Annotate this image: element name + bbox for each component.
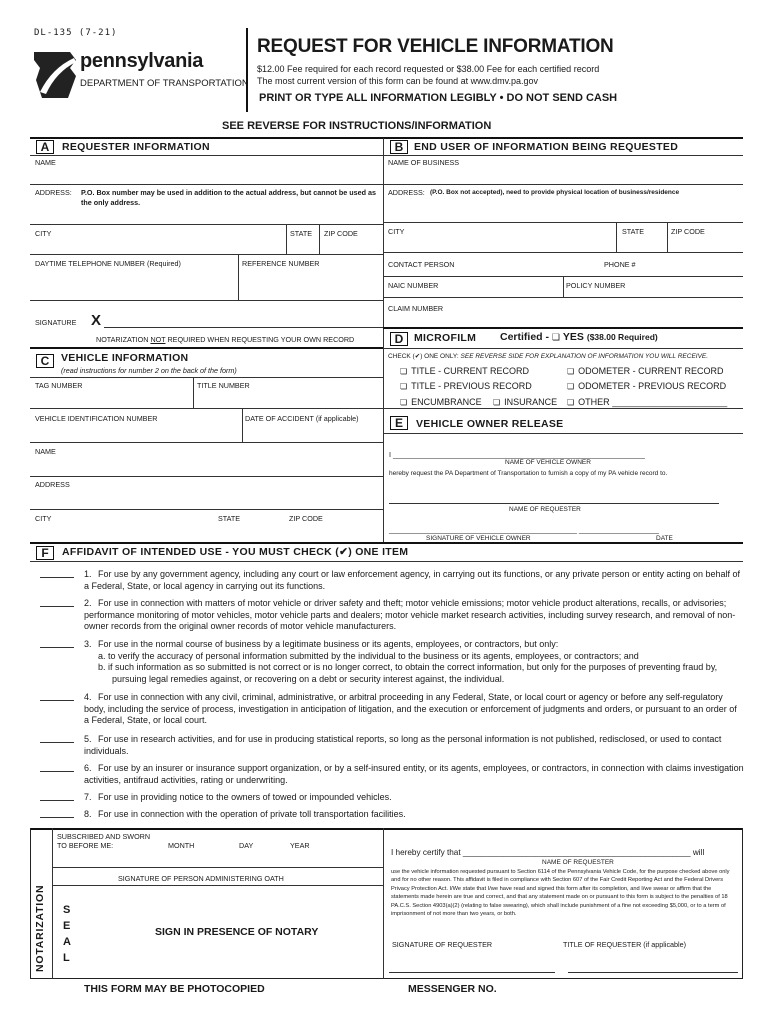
requester-signature-label: SIGNATURE — [35, 318, 77, 327]
owner-signature-label: SIGNATURE OF VEHICLE OWNER — [426, 535, 531, 542]
owner-release-i-line[interactable]: I _______________________________________________________________ — [389, 450, 645, 459]
owner-date-label: DATE — [656, 535, 673, 542]
name-of-vehicle-owner-label: NAME OF VEHICLE OWNER — [505, 459, 591, 466]
option-other[interactable]: ❏ OTHER _______________________ — [567, 397, 727, 407]
seal-letter: S — [63, 904, 71, 916]
notarization-not-required-note: NOTARIZATION NOT REQUIRED WHEN REQUESTING YOUR OWN RECORD — [96, 335, 355, 344]
month-label: MONTH — [168, 841, 195, 850]
see-reverse-note: SEE REVERSE FOR INSTRUCTIONS/INFORMATION — [222, 120, 492, 132]
requester-city-label: CITY — [35, 229, 52, 238]
rule — [319, 224, 320, 254]
naic-number-field[interactable] — [445, 279, 560, 293]
requester-name-label: NAME — [35, 158, 56, 167]
section-d-title: MICROFILM — [414, 332, 477, 344]
affidavit-checkbox-3[interactable] — [40, 639, 74, 648]
section-f-letter: F — [36, 546, 54, 560]
penndot-keystone-logo — [30, 48, 80, 100]
owner-address-field[interactable] — [34, 489, 379, 507]
header-divider — [246, 28, 248, 112]
owner-zip-field[interactable] — [288, 523, 380, 539]
rule — [383, 184, 743, 185]
affidavit-checkbox-1[interactable] — [40, 569, 74, 578]
affidavit-checkbox-6[interactable] — [40, 763, 74, 772]
accident-date-field[interactable] — [245, 424, 380, 440]
rule — [30, 408, 743, 409]
enduser-address-note: (P.O. Box not accepted), need to provide physical location of business/residence — [430, 188, 680, 196]
rule — [30, 542, 743, 544]
rule — [383, 327, 743, 329]
owner-name-field[interactable] — [34, 456, 379, 474]
rule — [667, 222, 668, 252]
rule — [389, 503, 719, 504]
requester-address-note: P.O. Box number may be used in addition to the actual address, but cannot be used as the only address. — [81, 188, 377, 207]
certify-name-label: NAME OF REQUESTER — [542, 859, 614, 866]
section-e-title: VEHICLE OWNER RELEASE — [416, 418, 564, 430]
rule — [616, 222, 617, 252]
affidavit-item-7: 7. For use in providing notice to the owners of towed or impounded vehicles. — [30, 792, 745, 804]
affidavit-checkbox-5[interactable] — [40, 734, 74, 743]
owner-city-field[interactable] — [34, 523, 214, 539]
requester-signature-field[interactable] — [104, 306, 380, 326]
requester-zip-label: ZIP CODE — [324, 229, 358, 238]
affidavit-item-3a: a. to verify the accuracy of personal information submitted by the individual to the business or its agents, employees, or contractors; and — [98, 650, 639, 661]
section-e-letter: E — [390, 416, 408, 430]
rule — [30, 377, 383, 378]
enduser-zip-label: ZIP CODE — [671, 227, 705, 236]
other-blank[interactable]: _______________________ — [612, 397, 728, 407]
form-code: DL-135 (7-21) — [34, 28, 118, 38]
rule — [193, 377, 194, 408]
option-title-current[interactable]: ❏ TITLE - CURRENT RECORD — [400, 366, 529, 376]
affidavit-checkbox-4[interactable] — [40, 692, 74, 701]
rule — [383, 252, 743, 253]
rule — [383, 433, 743, 434]
claim-number-label: CLAIM NUMBER — [388, 304, 444, 313]
rule — [563, 276, 564, 297]
contact-person-label: CONTACT PERSON — [388, 260, 455, 269]
affidavit-checkbox-2[interactable] — [40, 598, 74, 607]
rule — [30, 442, 383, 443]
affidavit-item-6: 6. For use by an insurer or insurance support organization, or by a self-insured entity, or its agents, employees, or contractors, in connection with claims investigation activities, antifraud activities, rating or underwriting. — [30, 763, 745, 787]
subscribed-label: SUBSCRIBED AND SWORN — [57, 832, 151, 841]
enduser-zip-field[interactable] — [670, 236, 742, 250]
requester-address-field[interactable] — [34, 208, 379, 222]
administering-oath-label: SIGNATURE OF PERSON ADMINISTERING OATH — [118, 874, 284, 883]
option-odometer-previous[interactable]: ❏ ODOMETER - PREVIOUS RECORD — [567, 381, 726, 391]
affidavit-item-4: 4. For use in connection with any civil, criminal, administrative, or arbitral proceeding in any Federal, State, or local court or agency or before any self-regulatory body, including the service of process, investigation in anticipation of litigation, and the execution or enforcement of judgments and orders, or pursuant to an order of a Federal, State, or local court. — [30, 692, 745, 728]
owner-name-label: NAME — [35, 447, 56, 456]
rule — [242, 408, 243, 442]
owner-city-label: CITY — [35, 514, 52, 523]
section-f-title: AFFIDAVIT OF INTENDED USE - YOU MUST CHECK (✔) ONE ITEM — [62, 546, 409, 558]
title-of-requester-label: TITLE OF REQUESTER (if applicable) — [563, 940, 687, 949]
title-number-field[interactable] — [196, 390, 380, 406]
hereby-request-text: hereby request the PA Department of Transportation to furnish a copy of my PA vehicle record to. — [389, 470, 668, 477]
option-encumbrance[interactable]: ❏ ENCUMBRANCE — [400, 397, 482, 407]
sign-in-presence-note: SIGN IN PRESENCE OF NOTARY — [155, 926, 319, 938]
naic-number-label: NAIC NUMBER — [388, 281, 439, 290]
enduser-phone-label: PHONE # — [604, 260, 636, 269]
certify-body: use the vehicle information requested pursuant to Section 6114 of the Pennsylvania Vehicle Code, for the purpose checked above only and for no other reason. This affidavit is filed in compliance with Section 607 of the Fair Credit Reporting Act and the Federal Drivers Privacy Protection Act. I/We state that I/we have read and signed this form after its completion, and I/we swear or affirm that the statements made herein are true and correct, and that any statement made on or pursuant to this form is subject to the penalties of 18 PA.C.S. Section 4903(a)(2) (relating to false swearing), which shall include punishment of a fine not exceeding $5,000, or to a term of imprisonment of not more than two years, or both. — [391, 869, 730, 918]
enduser-city-label: CITY — [388, 227, 405, 236]
seal-letter: L — [63, 952, 70, 964]
owner-address-label: ADDRESS — [35, 480, 70, 489]
seal-letter: E — [63, 920, 71, 932]
requester-signature-final-field[interactable] — [389, 954, 555, 971]
agency-name: pennsylvania — [80, 50, 204, 72]
form-title: REQUEST FOR VEHICLE INFORMATION — [257, 36, 614, 57]
print-notice: PRINT OR TYPE ALL INFORMATION LEGIBLY • DO NOT SEND CASH — [259, 92, 618, 104]
enduser-address-field[interactable] — [387, 200, 741, 220]
messenger-number-field[interactable] — [500, 980, 740, 996]
rule — [383, 297, 743, 298]
owner-state-field[interactable] — [217, 523, 282, 539]
requester-phone-field[interactable] — [34, 268, 234, 296]
rule — [383, 828, 384, 979]
agency-department: DEPARTMENT OF TRANSPORTATION — [80, 78, 249, 89]
to-before-me-label: TO BEFORE ME: — [57, 841, 114, 850]
requester-title-field[interactable] — [568, 954, 738, 971]
certified-checkbox-icon[interactable]: ❏ — [551, 332, 560, 342]
section-d-letter: D — [390, 332, 408, 346]
day-label: DAY — [239, 841, 254, 850]
owner-signature-line[interactable]: _______________________________________________ ____________________ — [389, 525, 659, 534]
reference-number-field[interactable] — [241, 268, 379, 296]
section-a-title: REQUESTER INFORMATION — [62, 141, 210, 153]
rule — [30, 347, 383, 349]
rule — [30, 476, 383, 477]
affidavit-item-1: 1. For use by any government agency, including any court or law enforcement agency, in carrying out its functions, or any private person or entity acting on behalf of a Federal, State, or local agency in carrying out its functions. — [30, 569, 745, 593]
affidavit-item-5: 5. For use in research activities, and for use in producing statistical reports, so long as the personal information is not published, redisclosed, or used to contact individuals. — [30, 734, 745, 758]
affidavit-checkbox-7[interactable] — [40, 792, 74, 801]
business-name-field[interactable] — [387, 166, 741, 183]
rule — [30, 561, 743, 562]
check-one-only: CHECK (✔) ONE ONLY: SEE REVERSE SIDE FOR EXPLANATION OF INFORMATION YOU WILL RECEIVE. — [388, 353, 709, 360]
rule — [30, 155, 743, 156]
enduser-state-field[interactable] — [619, 236, 665, 250]
option-title-previous[interactable]: ❏ TITLE - PREVIOUS RECORD — [400, 381, 532, 391]
requester-phone-label: DAYTIME TELEPHONE NUMBER (Required) — [35, 259, 181, 268]
tag-number-label: TAG NUMBER — [35, 381, 83, 390]
reference-number-label: REFERENCE NUMBER — [242, 259, 320, 268]
rule — [383, 348, 743, 349]
section-c-subtitle: (read instructions for number 2 on the back of the form) — [61, 366, 237, 375]
messenger-number-label: MESSENGER NO. — [408, 983, 497, 995]
accident-date-label: DATE OF ACCIDENT (if applicable) — [245, 414, 359, 423]
rule — [568, 972, 738, 973]
contact-person-field[interactable] — [470, 258, 600, 272]
policy-number-field[interactable] — [632, 279, 741, 293]
policy-number-label: POLICY NUMBER — [566, 281, 626, 290]
rule — [30, 300, 383, 301]
requester-zip-field[interactable] — [322, 238, 380, 252]
current-version-line: The most current version of this form can be found at www.dmv.pa.gov — [257, 76, 538, 86]
rule — [52, 885, 383, 886]
affidavit-item-3: 3. For use in the normal course of business by a legitimate business or its agents, employees, or contractors, but only: a. to verify the accuracy of personal information submitted by the individual to the business or its agents, employees, or contractors; and b. if such information as so submitted is not correct or is no longer correct, to obtain the correct information, but only for the purposes of preventing fraud by, pursuing legal remedies against, or recovering on a debt or security interest against, the individual. — [30, 639, 745, 687]
affidavit-item-3b: b. if such information as so submitted is not correct or is no longer correct, to obtain the correct information, but only for the purposes of preventing fraud by, pursuing legal remedies against, or recovering on a debt or security interest against, the individual. — [98, 662, 718, 684]
requester-state-field[interactable] — [289, 238, 317, 252]
year-label: YEAR — [290, 841, 310, 850]
enduser-phone-field[interactable] — [645, 258, 741, 272]
center-divider — [383, 138, 384, 542]
requester-state-label: STATE — [290, 229, 313, 238]
requester-city-field[interactable] — [34, 238, 284, 252]
rule — [383, 222, 743, 223]
business-name-label: NAME OF BUSINESS — [388, 158, 460, 167]
option-insurance[interactable]: ❏ INSURANCE — [493, 397, 557, 407]
enduser-address-label: ADDRESS: — [388, 188, 425, 197]
enduser-city-field[interactable] — [387, 236, 614, 250]
fee-line: $12.00 Fee required for each record requested or $38.00 Fee for each certified record — [257, 64, 600, 74]
notarization-side-label: NOTARIZATION — [34, 884, 46, 972]
signature-of-requester-label: SIGNATURE OF REQUESTER — [392, 940, 493, 949]
rule — [286, 224, 287, 254]
sworn-date-field[interactable] — [57, 851, 377, 865]
tag-number-field[interactable] — [34, 390, 191, 406]
owner-state-label: STATE — [218, 514, 241, 523]
claim-number-field[interactable] — [445, 302, 741, 322]
vin-label: VEHICLE IDENTIFICATION NUMBER — [35, 414, 158, 423]
release-requester-name-field[interactable] — [389, 486, 719, 502]
affidavit-item-8: 8. For use in connection with the operation of private toll transportation facilities. — [30, 809, 745, 821]
name-of-requester-label: NAME OF REQUESTER — [509, 506, 581, 513]
section-c-letter: C — [36, 354, 54, 368]
rule — [30, 224, 383, 225]
title-number-label: TITLE NUMBER — [197, 381, 250, 390]
rule — [104, 327, 383, 328]
vin-field[interactable] — [34, 424, 239, 440]
option-odometer-current[interactable]: ❏ ODOMETER - CURRENT RECORD — [567, 366, 724, 376]
signature-x-mark: X — [91, 312, 102, 329]
seal-letter: A — [63, 936, 71, 948]
rule — [238, 254, 239, 300]
section-c-title: VEHICLE INFORMATION — [61, 352, 189, 364]
certify-line[interactable]: I hereby certify that __________________________________________________ will — [391, 848, 705, 857]
affidavit-checkbox-8[interactable] — [40, 809, 74, 818]
requester-address-label: ADDRESS: — [35, 188, 72, 197]
enduser-state-label: STATE — [622, 227, 645, 236]
section-b-title: END USER OF INFORMATION BEING REQUESTED — [414, 141, 679, 153]
rule — [30, 254, 383, 255]
photocopy-note: THIS FORM MAY BE PHOTOCOPIED — [84, 983, 265, 995]
rule — [30, 137, 743, 139]
section-a-letter: A — [36, 140, 54, 154]
owner-zip-label: ZIP CODE — [289, 514, 323, 523]
rule — [52, 867, 383, 868]
certified-option[interactable]: Certified - ❏ YES ($38.00 Required) — [500, 331, 658, 343]
requester-name-field[interactable] — [34, 166, 379, 183]
rule — [389, 972, 555, 973]
section-b-letter: B — [390, 140, 408, 154]
rule — [52, 828, 53, 979]
seal-area — [63, 902, 71, 966]
rule — [30, 184, 383, 185]
rule — [30, 509, 383, 510]
affidavit-item-2: 2. For use in connection with matters of motor vehicle or driver safety and theft; motor vehicle emissions; motor vehicle product alterations, recalls, or advisories; performance monitoring of motor vehicles, motor vehicle parts and dealers; motor vehicle market research activities, including survey research, and removal of non-owner records from the original owner records of motor vehicle manufacturers. — [30, 598, 745, 634]
